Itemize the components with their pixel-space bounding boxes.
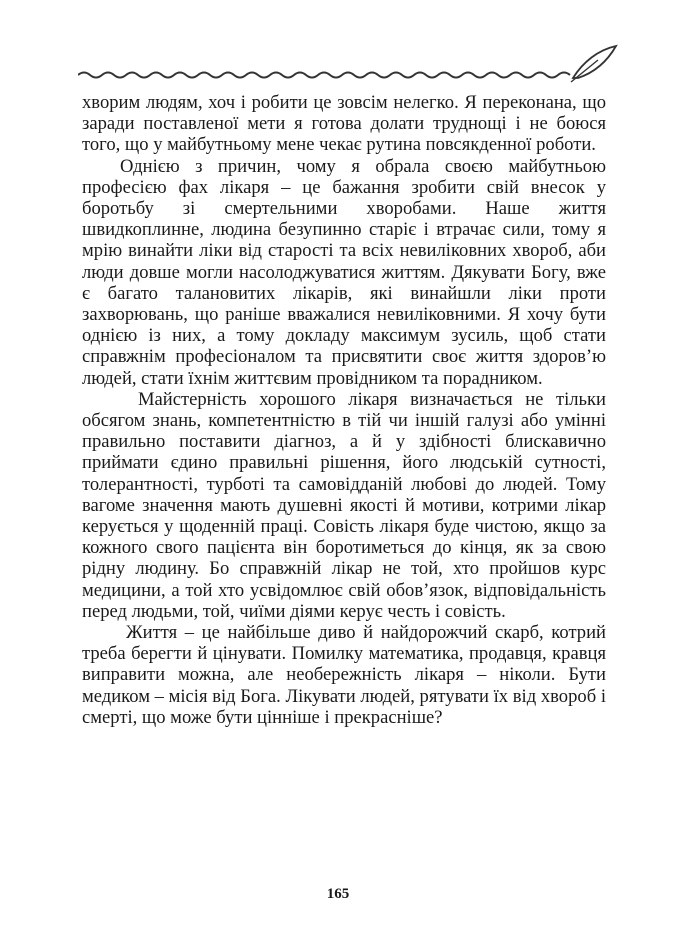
- paragraph-4: Життя – це найбільше диво й найдорожчий скарб, котрий треба берегти й цінувати. Помилку математика, продавця, кравця виправити можна, але необережність лікаря – ніколи. Бути медиком – місія від Бога. Лікувати людей, рятувати їх від хвороб і смерті, що може бути ціннішe і прекрасніше?: [82, 622, 606, 728]
- paragraph-3: Майстерність хорошого лікаря визначається не тільки обсягом знань, компетентністю в тій чи іншій галузі або умінні правильно поставити діагноз, а й у здібності блискавично приймати єдино правильні рішення, його людській сутності, толерантності, турботі та самовідданій любові до людей. Тому вагоме значення мають душевні якості й мотиви, котрими лікар керується у щоденній праці. Совість лікаря буде чистою, якщо за кожного свого пацієнта він боротиметься до кінця, як за свою рідну людину. Бо справжній лікар не той, хто пройшов курс медицини, а той хто усвідомлює свій обов’язок, відповідальність перед людьми, той, чиїми діями керує честь і совість.: [82, 388, 606, 622]
- feather-wave-ornament-icon: [78, 40, 618, 90]
- body-text: [82, 92, 606, 728]
- paragraph-1: хворим людям, хоч і робити це зовсім нелегко. Я переконана, що заради поставленої мети я готова долати труднощі і не боюся того, що у майбутньому мене чекає рутина повсякденної роботи.: [82, 92, 606, 156]
- page-number: 165: [326, 886, 350, 902]
- paragraph-2: Однією з причин, чому я обрала своєю майбутньою професією фах лікаря – це бажання зробити свій внесок у боротьбу зі смертельними хворобами. Наше життя швидкоплинне, людина безупинно старіє і втрачає сили, тому я мрію винайти ліки від старості та всіх невиліковних хвороб, аби люди довше могли насолоджуватися життям. Дякувати Богу, вже є багато талановитих лікарів, які винайшли ліки проти захворювань, що раніше вважалися невиліковними. Я хочу бути однією із них, а тому докладу максимум зусиль, щоб стати справжнім професіоналом та присвятити своє життя здоров’ю людей, стати їхнім життєвим провідником та порадником.: [82, 155, 606, 389]
